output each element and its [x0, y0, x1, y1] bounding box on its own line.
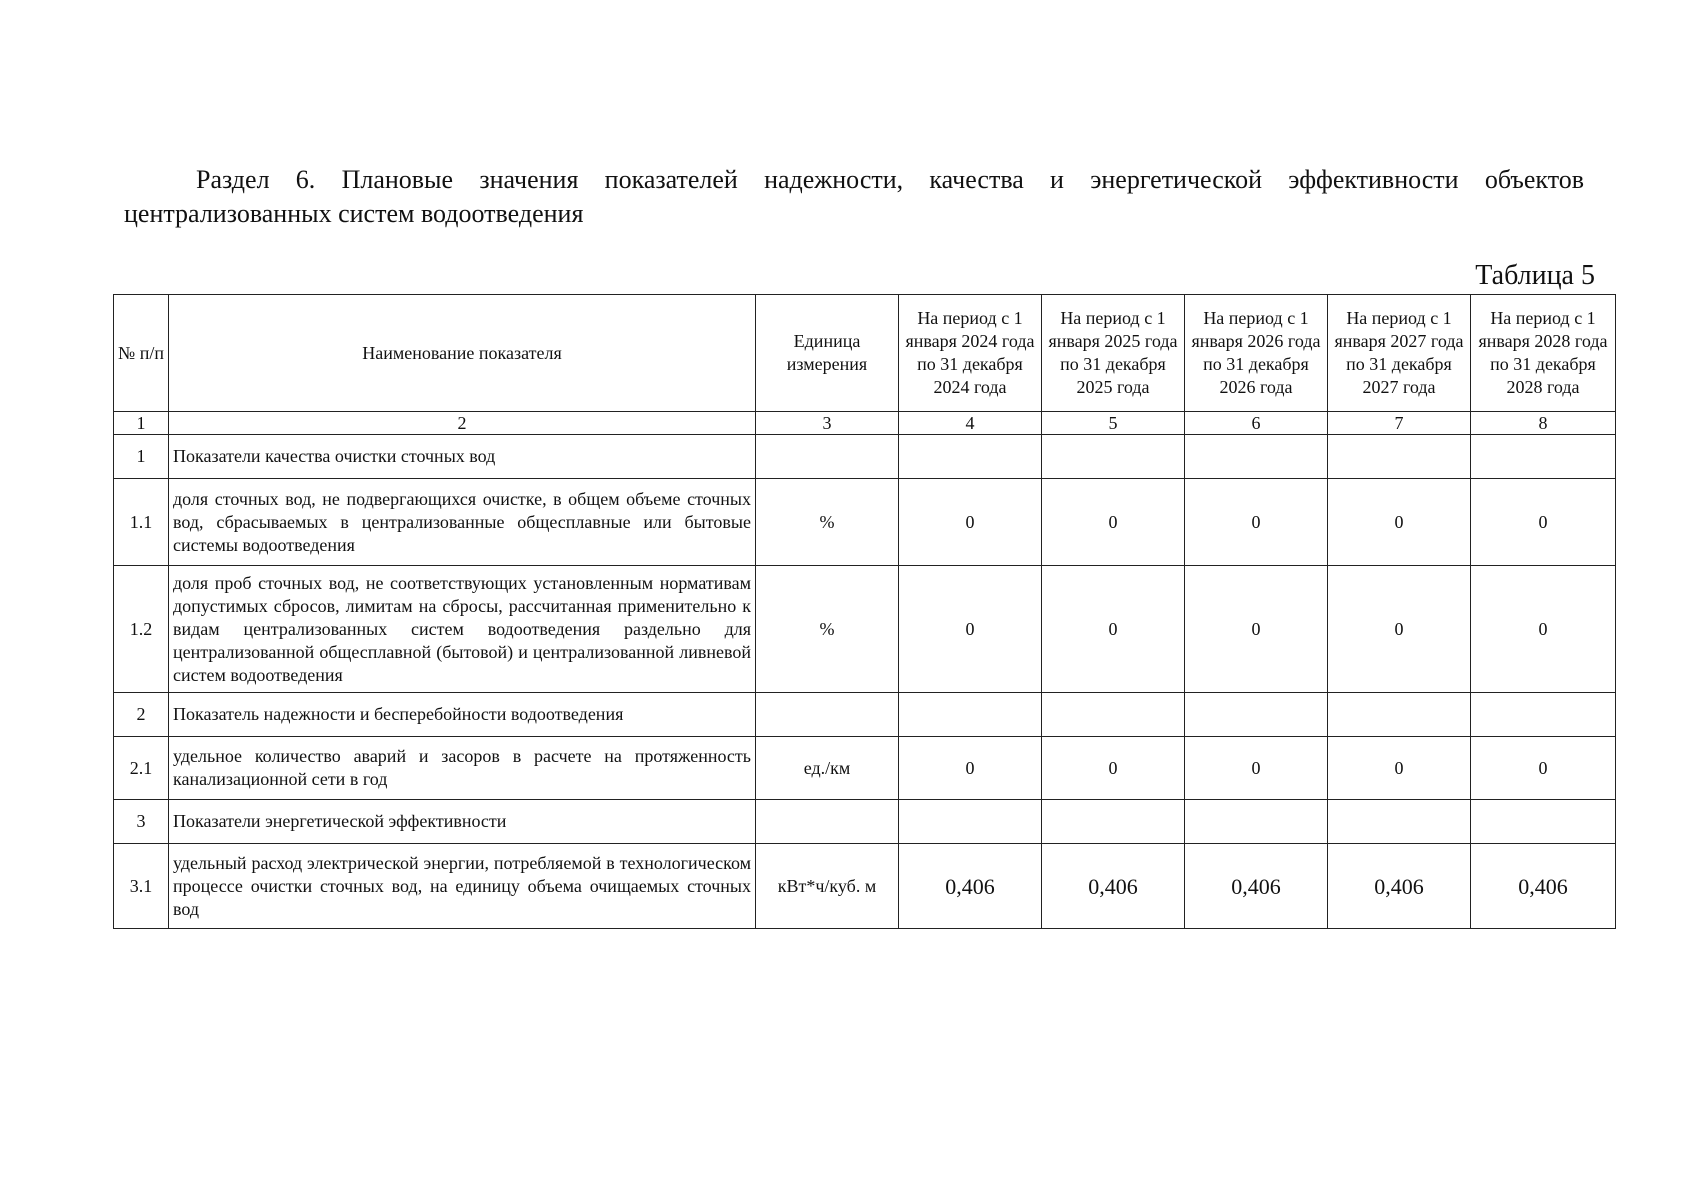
column-number: 1: [114, 412, 169, 435]
empty-cell: [1471, 693, 1616, 737]
indicator-name: удельное количество аварий и засоров в расчете на протяженность канализационной сети в год: [169, 737, 756, 800]
value-cell: 0: [1185, 479, 1328, 566]
value-cell: 0,406: [1042, 844, 1185, 929]
unit-cell: кВт*ч/куб. м: [756, 844, 899, 929]
empty-cell: [899, 800, 1042, 844]
section-title: Показатели качества очистки сточных вод: [169, 435, 756, 479]
header-period-2026: На период с 1 января 2026 года по 31 декабря 2026 года: [1185, 295, 1328, 412]
value-cell: 0: [899, 479, 1042, 566]
unit-cell: ед./км: [756, 737, 899, 800]
section-number: 2: [114, 693, 169, 737]
header-num: № п/п: [114, 295, 169, 412]
indicators-table: [113, 294, 1616, 929]
row-number: 1.1: [114, 479, 169, 566]
column-number: 8: [1471, 412, 1616, 435]
section-number: 1: [114, 435, 169, 479]
empty-cell: [1042, 800, 1185, 844]
column-number: 4: [899, 412, 1042, 435]
header-unit: Единица измерения: [756, 295, 899, 412]
header-period-2028: На период с 1 января 2028 года по 31 декабря 2028 года: [1471, 295, 1616, 412]
column-number-row: [114, 412, 1616, 435]
value-cell: 0: [1471, 479, 1616, 566]
empty-cell: [899, 435, 1042, 479]
value-cell: 0,406: [1328, 844, 1471, 929]
section-title: Показатели энергетической эффективности: [169, 800, 756, 844]
value-cell: 0: [1471, 737, 1616, 800]
empty-cell: [1471, 435, 1616, 479]
header-row: [114, 295, 1616, 412]
row-number: 1.2: [114, 566, 169, 693]
value-cell: 0: [1185, 737, 1328, 800]
value-cell: 0: [1471, 566, 1616, 693]
header-period-2025: На период с 1 января 2025 года по 31 декабря 2025 года: [1042, 295, 1185, 412]
value-cell: 0: [1042, 479, 1185, 566]
table-row: [114, 844, 1616, 929]
header-period-2024: На период с 1 января 2024 года по 31 декабря 2024 года: [899, 295, 1042, 412]
value-cell: 0: [1042, 737, 1185, 800]
empty-cell: [1328, 693, 1471, 737]
empty-cell: [756, 435, 899, 479]
row-number: 2.1: [114, 737, 169, 800]
section-title: Показатель надежности и бесперебойности водоотведения: [169, 693, 756, 737]
row-number: 3.1: [114, 844, 169, 929]
value-cell: 0: [899, 737, 1042, 800]
table-caption: Таблица 5: [1475, 260, 1595, 291]
empty-cell: [1185, 800, 1328, 844]
column-number: 7: [1328, 412, 1471, 435]
empty-cell: [756, 800, 899, 844]
section-number: 3: [114, 800, 169, 844]
indicator-name: удельный расход электрической энергии, потребляемой в технологическом процессе очистки сточных вод, на единицу объема очищаемых сточных вод: [169, 844, 756, 929]
value-cell: 0: [1328, 479, 1471, 566]
header-period-2027: На период с 1 января 2027 года по 31 декабря 2027 года: [1328, 295, 1471, 412]
empty-cell: [899, 693, 1042, 737]
value-cell: 0,406: [1471, 844, 1616, 929]
section-row: [114, 800, 1616, 844]
column-number: 3: [756, 412, 899, 435]
empty-cell: [1328, 435, 1471, 479]
column-number: 2: [169, 412, 756, 435]
value-cell: 0,406: [1185, 844, 1328, 929]
table-row: [114, 737, 1616, 800]
unit-cell: %: [756, 479, 899, 566]
value-cell: 0: [1185, 566, 1328, 693]
column-number: 5: [1042, 412, 1185, 435]
value-cell: 0: [1328, 737, 1471, 800]
empty-cell: [1185, 435, 1328, 479]
value-cell: 0: [1042, 566, 1185, 693]
unit-cell: %: [756, 566, 899, 693]
empty-cell: [1185, 693, 1328, 737]
column-number: 6: [1185, 412, 1328, 435]
empty-cell: [1328, 800, 1471, 844]
section-row: [114, 693, 1616, 737]
empty-cell: [1042, 693, 1185, 737]
section-row: [114, 435, 1616, 479]
indicator-name: доля проб сточных вод, не соответствующих установленным нормативам допустимых сбросов, лимитам на сбросы, рассчитанная применительно к видам централизованных систем водоотведения раздельно для централизованной общесплавной (бытовой) и централизованной ливневой систем водоотведения: [169, 566, 756, 693]
value-cell: 0,406: [899, 844, 1042, 929]
empty-cell: [1042, 435, 1185, 479]
indicator-name: доля сточных вод, не подвергающихся очистке, в общем объеме сточных вод, сбрасываемых в централизованные общесплавные или бытовые системы водоотведения: [169, 479, 756, 566]
value-cell: 0: [1328, 566, 1471, 693]
table-row: [114, 479, 1616, 566]
header-name: Наименование показателя: [169, 295, 756, 412]
value-cell: 0: [899, 566, 1042, 693]
table-row: [114, 566, 1616, 693]
section-heading: Раздел 6. Плановые значения показателей надежности, качества и энергетической эффективности объектов централизованных систем водоотведения: [124, 165, 1584, 228]
empty-cell: [1471, 800, 1616, 844]
empty-cell: [756, 693, 899, 737]
